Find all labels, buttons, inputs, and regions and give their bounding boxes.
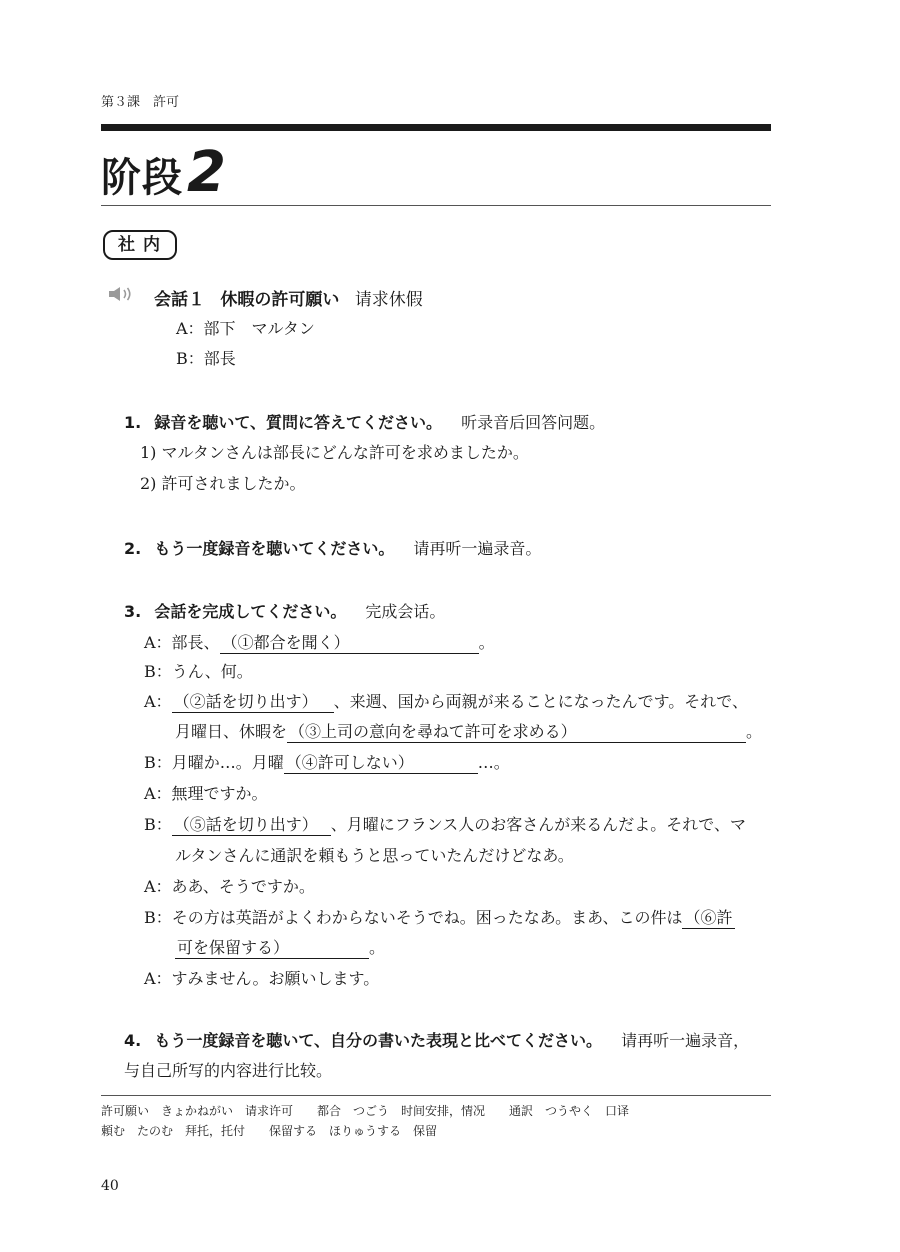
q1-cn: 听录音后回答问题。	[461, 413, 606, 432]
dialogue-text: 月曜日、休暇を	[175, 722, 288, 741]
lesson-header: 第３課 許可	[101, 95, 180, 110]
dialogue-text: 。	[746, 722, 763, 741]
dialogue-line-1	[144, 630, 495, 654]
vocab-rule	[101, 1095, 771, 1096]
dialogue-line-4	[175, 719, 762, 743]
answer-blank-3[interactable]: （③上司の意向を尋ねて許可を求める）	[287, 719, 746, 743]
dialogue-text: 。	[369, 938, 386, 957]
dialogue-text: B：	[144, 815, 172, 834]
section-badge: 社内	[103, 230, 177, 260]
q1-item-2: 2) 許可されましたか。	[140, 474, 306, 493]
q2-instruction: もう一度録音を聴いてください。	[154, 539, 395, 558]
page-number: 40	[101, 1178, 119, 1194]
dialogue-line-5	[144, 750, 510, 774]
stage-label: 阶段	[101, 155, 183, 201]
dialogue-line-10	[144, 905, 735, 929]
dialogue-line-12: A：すみません。お願いします。	[144, 969, 380, 988]
answer-blank-5[interactable]: （⑤話を切り出す）	[172, 812, 331, 836]
stage-number: 2	[187, 140, 227, 205]
q4-cn-2: 与自己所写的内容进行比较。	[124, 1061, 333, 1080]
answer-blank-1[interactable]: （①都合を聞く）	[220, 630, 479, 654]
answer-blank-4[interactable]: （④許可しない）	[284, 750, 478, 774]
conversation-number: 会話１	[154, 290, 205, 310]
dialogue-text: B：月曜か…。月曜	[144, 753, 284, 772]
q3-heading	[124, 599, 445, 622]
title-rule	[101, 205, 771, 206]
speaker-icon[interactable]	[108, 286, 134, 302]
q2-heading	[124, 536, 541, 559]
conversation-title-jp: 休暇の許可願い	[220, 290, 340, 310]
dialogue-line-3	[144, 689, 748, 713]
q1-number: 1.	[124, 413, 142, 432]
dialogue-text: 、来週、国から両親が来ることになったんです。それで、	[333, 692, 748, 711]
q2-number: 2.	[124, 539, 142, 558]
answer-blank-2[interactable]: （②話を切り出す）	[172, 689, 334, 713]
dialogue-text: A：	[144, 692, 172, 711]
dialogue-text: 。	[478, 633, 495, 652]
q1-item-1: 1) マルタンさんは部長にどんな許可を求めましたか。	[140, 443, 529, 462]
q1-instruction: 録音を聴いて、質問に答えてください。	[154, 413, 442, 432]
vocab-line-2: 頼む たのむ 拜托，托付 保留する ほりゅうする 保留	[101, 1124, 438, 1138]
header-rule	[101, 124, 771, 131]
q3-number: 3.	[124, 602, 142, 621]
dialogue-line-2: B：うん、何。	[144, 662, 253, 681]
answer-blank-6-cont[interactable]: 可を保留する）	[175, 935, 369, 959]
dialogue-line-9: A：ああ、そうですか。	[144, 877, 315, 896]
stage-title	[101, 140, 227, 205]
q4-cn-1: 请再听一遍录音，	[621, 1031, 750, 1050]
dialogue-text: B：その方は英語がよくわからないそうでね。困ったなあ。まあ、この件は	[144, 908, 683, 927]
dialogue-text: …。	[477, 753, 510, 772]
q4-heading	[124, 1028, 749, 1051]
q4-instruction: もう一度録音を聴いて、自分の書いた表現と比べてください。	[154, 1031, 602, 1050]
dialogue-line-8: ルタンさんに通訳を頼もうと思っていたんだけどなあ。	[175, 846, 574, 865]
vocab-line-1: 許可願い きょかねがい 请求许可 都合 つごう 时间安排，情况 通訳 つうやく 口译	[101, 1104, 630, 1118]
dialogue-line-7	[144, 812, 746, 836]
dialogue-text: A：部長、	[144, 633, 220, 652]
q2-cn: 请再听一遍录音。	[413, 539, 542, 558]
dialogue-line-11	[175, 935, 385, 959]
conversation-title-cn: 请求休假	[354, 290, 423, 310]
q1-heading	[124, 410, 605, 433]
q4-number: 4.	[124, 1031, 142, 1050]
conversation-title	[154, 285, 423, 310]
role-a: A：部下 マルタン	[176, 319, 315, 338]
q3-cn: 完成会话。	[365, 602, 446, 621]
q3-instruction: 会話を完成してください。	[154, 602, 347, 621]
role-b: B：部長	[176, 349, 236, 368]
answer-blank-6[interactable]: （⑥許	[682, 905, 734, 929]
dialogue-line-6: A：無理ですか。	[144, 784, 268, 803]
dialogue-text: 、月曜にフランス人のお客さんが来るんだよ。それで、マ	[330, 815, 746, 834]
